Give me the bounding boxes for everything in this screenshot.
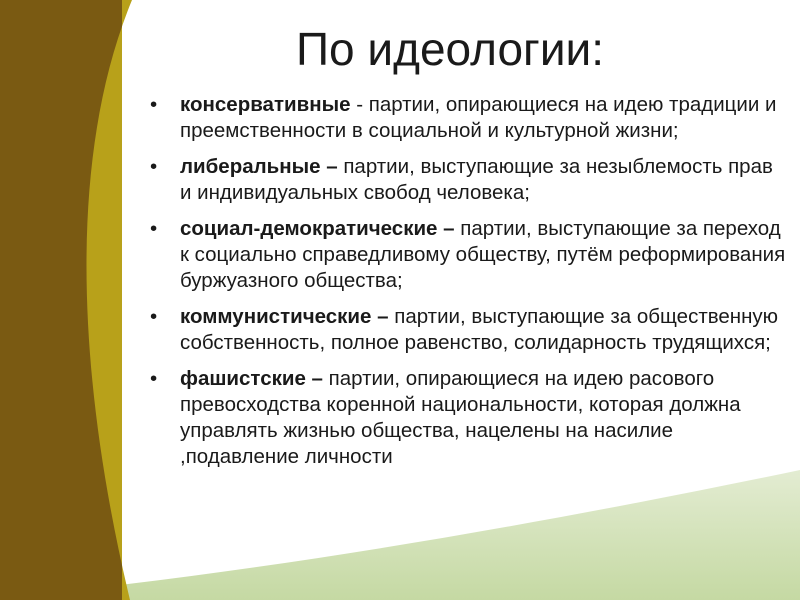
bullet-term: консервативные [180, 93, 351, 116]
bullet-item-communist [150, 304, 790, 356]
bullet-icon: • [150, 367, 158, 390]
bullet-term: фашистские – [180, 367, 323, 390]
slide-title: По идеологии: [295, 23, 604, 75]
bullet-text: партии, выступающие за незыблемость прав и индивидуальных свобод человека; [180, 155, 773, 204]
bullet-text: партии, выступающие за общественную собственность, полное равенство, солидарность трудящихся; [180, 305, 779, 354]
bullet-icon: • [150, 155, 158, 178]
bullet-text: - партии, опирающиеся на идею традиции и преемственности в социальной и культурной жизни; [180, 93, 777, 142]
bullet-text: партии, выступающие за переход к социально справедливому обществу, путём реформирования буржуазного общества; [180, 217, 786, 292]
bullet-item-liberal [150, 154, 790, 206]
bullet-text: партии, опирающиеся на идею расового превосходства коренной национальности, которая должна управлять жизнью общества, нацелены на насилие ,подавление личности [180, 367, 741, 468]
bullet-icon: • [150, 305, 158, 328]
bullet-term: социал-демократические – [180, 217, 455, 240]
bullet-icon: • [150, 93, 158, 116]
bullet-item-fascist [150, 366, 790, 470]
bullet-term: либеральные – [180, 155, 338, 178]
bullet-list [150, 92, 790, 480]
bullet-term: коммунистические – [180, 305, 389, 328]
bullet-item-social-democratic [150, 216, 790, 294]
bullet-item-conservative [150, 92, 790, 144]
bullet-icon: • [150, 217, 158, 240]
